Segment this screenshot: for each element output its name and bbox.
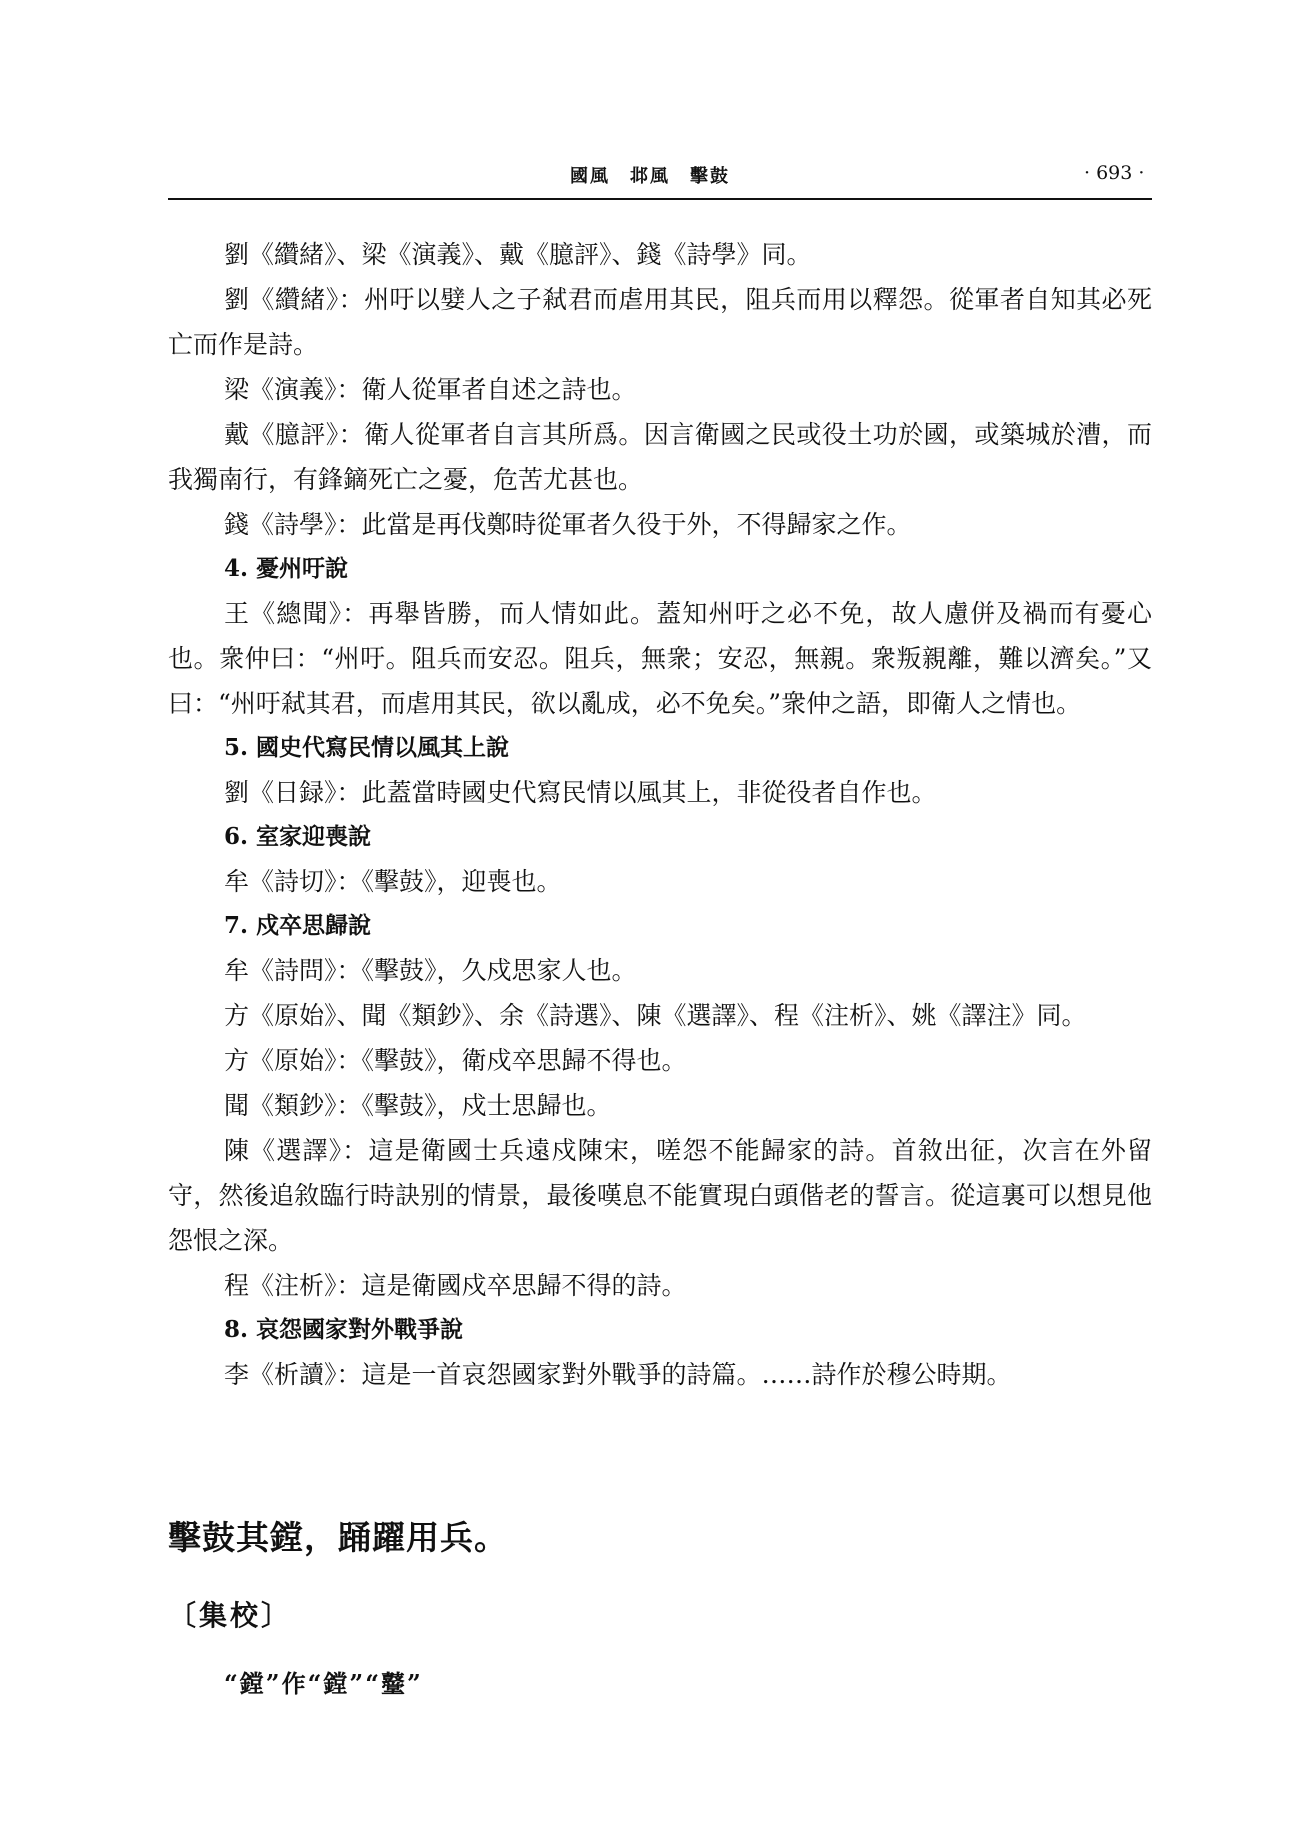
paragraph: 戴《臆評》：衛人從軍者自言其所爲。因言衛國之民或役土功於國，或築城於漕，而我獨南行，有鋒鏑死亡之憂，危苦尤甚也。 xyxy=(168,420,1152,494)
paragraph: 牟《詩切》：《擊鼓》，迎喪也。 xyxy=(224,867,562,896)
subheading: 4. 憂州吁說 xyxy=(224,555,349,582)
paragraph: 牟《詩問》：《擊鼓》，久戍思家人也。 xyxy=(224,956,637,985)
running-header-title: 國風 邶風 擊鼓 xyxy=(570,166,730,187)
paragraph: 李《析讀》：這是一首哀怨國家對外戰爭的詩篇。……詩作於穆公時期。 xyxy=(224,1360,1012,1389)
text-block xyxy=(168,232,1152,1397)
paragraph: 陳《選譯》：這是衛國士兵遠戍陳宋，嗟怨不能歸家的詩。首敘出征，次言在外留守，然後追敘臨行時訣别的情景，最後嘆息不能實現白頭偕老的誓言。從這裏可以想見他怨恨之深。 xyxy=(168,1136,1152,1255)
paragraph: 方《原始》、聞《類鈔》、余《詩選》、陳《選譯》、程《注析》、姚《譯注》同。 xyxy=(224,1001,1087,1030)
paragraph: 王《總聞》：再舉皆勝，而人情如此。蓋知州吁之必不免，故人慮併及禍而有憂心也。衆仲曰：“州吁。阻兵而安忍。阻兵，無衆；安忍，無親。衆叛親離，難以濟矣。”又曰：“州吁弒其君，而虐用其民，欲以亂成，必不免矣。”衆仲之語，即衛人之情也。 xyxy=(168,599,1152,718)
paragraph: 梁《演義》：衛人從軍者自述之詩也。 xyxy=(224,375,637,404)
paragraph: 錢《詩學》：此當是再伐鄭時從軍者久役于外，不得歸家之作。 xyxy=(224,510,912,539)
paragraph: 方《原始》：《擊鼓》，衛戍卒思歸不得也。 xyxy=(224,1046,687,1075)
section-label: 〔集校〕 xyxy=(168,1599,293,1632)
paragraph: 劉《纘緒》：州吁以嬖人之子弒君而虐用其民，阻兵而用以釋怨。從軍者自知其必死亡而作是詩。 xyxy=(168,285,1152,359)
subheading: 6. 室家迎喪說 xyxy=(224,823,372,850)
page-number: · 693 · xyxy=(1084,162,1145,184)
paragraph: 聞《類鈔》：《擊鼓》，戍士思歸也。 xyxy=(224,1091,612,1120)
subheading: 7. 戍卒思歸說 xyxy=(224,912,372,939)
subheading: 8. 哀怨國家對外戰爭說 xyxy=(224,1316,464,1343)
collation-note: “鏜”作“鏜”“鼞” xyxy=(224,1669,423,1698)
paragraph: 劉《日録》：此蓋當時國史代寫民情以風其上，非從役者自作也。 xyxy=(224,778,937,807)
verse-title: 擊鼓其鏜，踊躍用兵。 xyxy=(168,1518,508,1557)
paragraph: 劉《纘緒》、梁《演義》、戴《臆評》、錢《詩學》同。 xyxy=(224,240,812,269)
paragraph: 程《注析》：這是衛國戍卒思歸不得的詩。 xyxy=(224,1271,687,1300)
subheading: 5. 國史代寫民情以風其上說 xyxy=(224,734,510,761)
header-rule xyxy=(168,198,1152,200)
